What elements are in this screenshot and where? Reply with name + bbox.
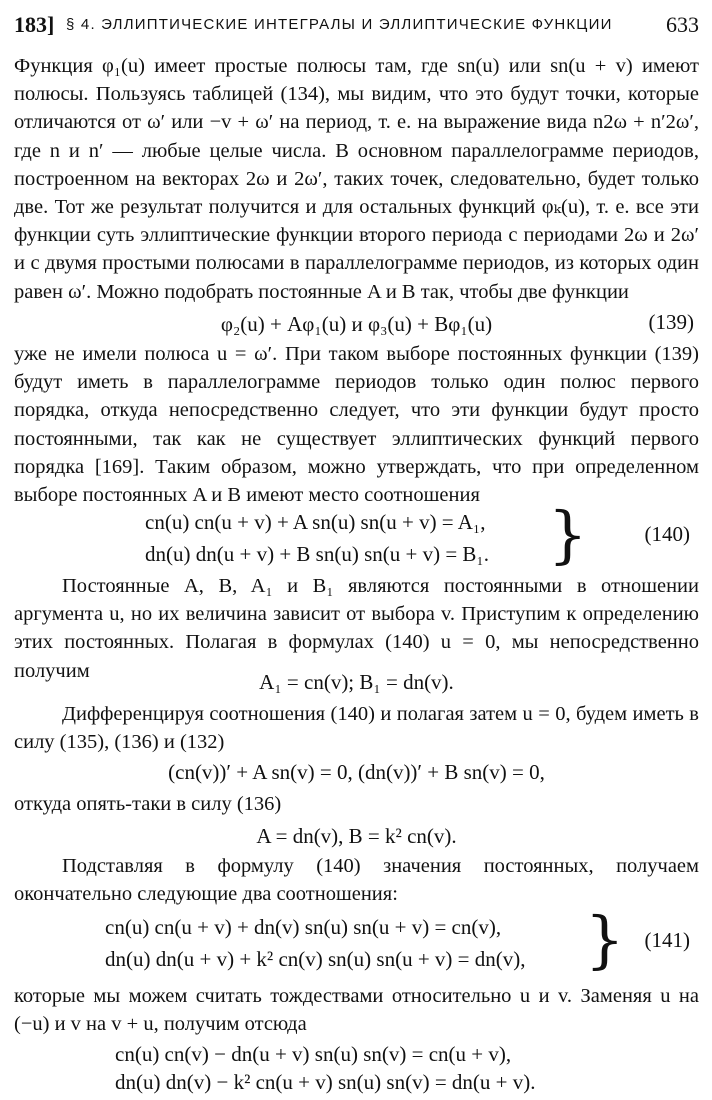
paragraph-constants: уже не имели полюса u = ω′. При таком выборе постоянных функции (139) будут иметь в параллелограмме периодов только один полюс первого порядка, откуда непосредственно следует, что эти функции будут просто постоянными, так как не существует эллиптических функций первого порядка [169]. Таким образом, можно утверждать, что при определенном выборе постоянных A и B имеют место соотношения (14, 343, 699, 507)
paragraph-poles: Функция φ₁(u) имеет простые полюсы там, где sn(u) или sn(u + v) имеют полюсы. Пользуясь таблицей (134), мы видим, что это будут точки, которые отличаются от ω′ или −v + ω′ на период, т. е. на выражение вида n2ω + n′2ω′, где n и n′ — любые целые числа. В основном параллелограмме периодов, построенном на векторах 2ω и 2ω′, таких точек, следовательно, будет только две. Тот же результат получится и для остальных функций φₖ(u), т. е. все эти функции суть эллиптические функции второго периода с периодами 2ω и 2ω′ и с двумя простыми полюсами в параллелограмме периодов, из которых один равен ω′. Можно подобрать постоянные A и B так, чтобы две функции (14, 55, 699, 303)
equation-label-139: (139) (648, 310, 694, 334)
paragraph-differentiating: Дифференцируя соотношения (140) и полагая затем u = 0, будем иметь в силу (135), (136) и (132) (14, 703, 699, 754)
equation-a-b: A = dn(v), B = k² cn(v). (256, 824, 457, 848)
equation-141-line-1: cn(u) cn(u + v) + dn(v) sn(u) sn(u + v) = cn(v), (105, 915, 502, 939)
equation-a1-b1: A₁ = cn(v); B₁ = dn(v). (259, 670, 454, 694)
equation-140-line-1: cn(u) cn(u + v) + A sn(u) sn(u + v) = A₁, (145, 510, 486, 534)
equation-141-line-2: dn(u) dn(u + v) + k² cn(v) sn(u) sn(u + v) = dn(v), (105, 947, 526, 971)
equation-label-140: (140) (644, 522, 690, 546)
paragraph-whence: откуда опять-таки в силу (136) (14, 793, 282, 815)
paragraph-identities: которые мы можем считать тождествами относительно u и v. Заменяя u на (−u) и v на v + u, получим отсюда (14, 985, 699, 1036)
equation-139: φ₂(u) + Aφ₁(u) и φ₃(u) + Bφ₁(u) (220, 312, 493, 336)
section-number: 183] (14, 12, 55, 37)
equation-final-line-2: dn(u) dn(v) − k² cn(u + v) sn(u) sn(v) = dn(u + v). (115, 1070, 536, 1094)
page-header (14, 12, 699, 42)
equation-140-brace: } (548, 498, 588, 571)
paragraph-determination: Постоянные A, B, A₁ и B₁ являются постоянными в отношении аргумента u, но их величина зависит от выбора v. Приступим к определению этих постоянных. Полагая в формулах (140) u = 0, мы непосредственно получим (14, 575, 699, 682)
equation-label-141: (141) (644, 928, 690, 952)
equation-141-brace: } (585, 903, 625, 976)
equation-final-line-1: cn(u) cn(v) − dn(u + v) sn(u) sn(v) = cn(u + v), (115, 1042, 512, 1066)
equation-140-line-2: dn(u) dn(u + v) + B sn(u) sn(u + v) = B₁. (145, 542, 489, 566)
equation-derivatives: (cn(v))′ + A sn(v) = 0, (dn(v))′ + B sn(v) = 0, (168, 760, 545, 784)
page-number: 633 (666, 12, 699, 37)
paragraph-substituting: Подставляя в формулу (140) значения постоянных, получаем окончательно следующие два соотношения: (14, 855, 699, 906)
running-title: § 4. ЭЛЛИПТИЧЕСКИЕ ИНТЕГРАЛЫ И ЭЛЛИПТИЧЕСКИЕ ФУНКЦИИ (66, 16, 613, 33)
